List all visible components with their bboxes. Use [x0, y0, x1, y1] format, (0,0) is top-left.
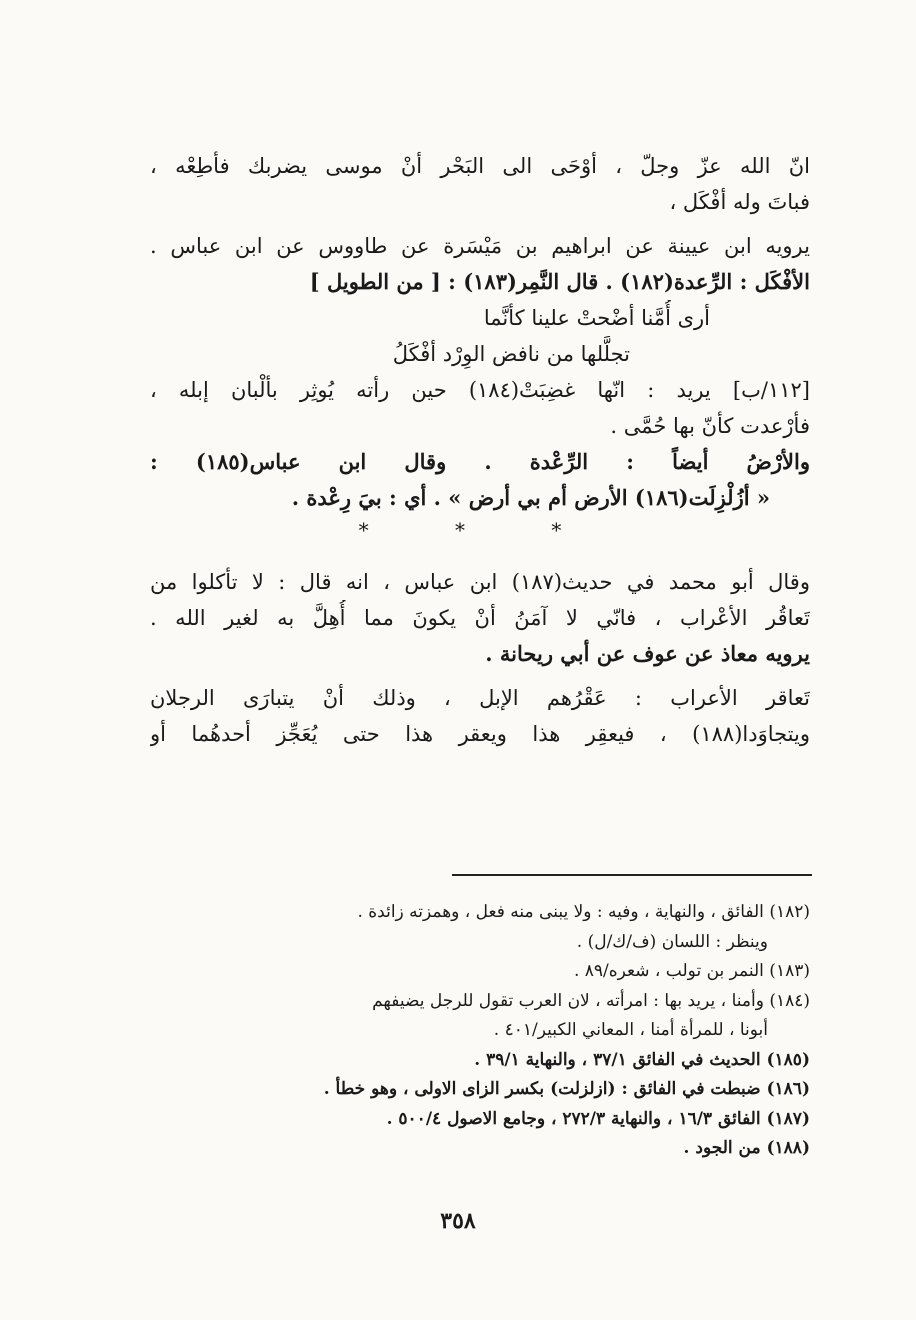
footnote: (١٨٧) الفائق ١٦/٣ ، والنهاية ٢٧٢/٣ ، وجامع الاصول ٥٠٠/٤ .: [386, 1108, 810, 1129]
text-line: وقال أبو محمد في حديث(١٨٧) ابن عباس ، انه قال : لا تأكلوا من: [150, 570, 810, 594]
text-line: فباتَ وله أفْكَل ،: [669, 190, 810, 214]
footnote: (١٨٢) الفائق ، والنهاية ، وفيه : ولا يبنى منه فعل ، وهمزته زائدة .: [357, 902, 810, 922]
verse-line: أرى أُمَّنا أضْحتْ علينا كأنَّما: [483, 306, 710, 330]
text-line: [١١٢/ب] يريد : انّها غضِبَتْ(١٨٤) حين رأته يُوثِر بألْبان إبله ،: [150, 378, 810, 402]
text-line: ويتجاوَدا(١٨٨) ، فيعقِر هذا ويعقر هذا حتى يُعَجِّز أحدهُما أو: [150, 722, 810, 746]
text-line: يرويه معاذ عن عوف عن أبي ريحانة .: [485, 641, 810, 666]
text-line: والأرْضُ أيضاً : الرِّعْدة . وقال ابن عباس(١٨٥) :: [150, 449, 810, 474]
footnote: (١٨٤) وأمنا ، يريد بها : امرأته ، لان العرب تقول للرجل يضيفهم: [372, 990, 810, 1011]
text-line: تَعاقر الأعراب : عَقْرُهم الإبل ، وذلك أنْ يتبارَى الرجلان: [150, 686, 810, 710]
footnote: (١٨٣) النمر بن تولب ، شعره/٨٩ .: [573, 961, 810, 981]
footnote: (١٨٨) من الجود .: [683, 1138, 810, 1158]
text-line: فأرْعدت كأنّ بها حُمَّى .: [610, 414, 810, 438]
text-line: يرويه ابن عيينة عن ابراهيم بن مَيْسَرة عن طاووس عن ابن عباس .: [150, 234, 810, 258]
footnote-separator: [452, 874, 812, 876]
footnote: (١٨٦) ضبطت في الفائق : (ازلزلت) بكسر الزاى الاولى ، وهو خطأ .: [323, 1079, 810, 1099]
footnotes: [150, 898, 810, 1164]
section-divider-stars: * * *: [358, 518, 602, 542]
text-line: الأفْكَل : الرِّعدة(١٨٢) . قال النَّمِر(١٨٣) : [ من الطويل ]: [309, 269, 810, 294]
page-number: ٣٥٨: [440, 1208, 476, 1234]
verse-line: تجلَّلها من نافض الوِرْد أفْكَلُ: [392, 342, 630, 366]
text-line: « أزُلْزِلَت(١٨٦) الأرض أم بي أرض » . أي : بيَ رِعْدة .: [291, 485, 770, 510]
footnote: وينظر : اللسان (ف/ك/ل) .: [576, 931, 768, 952]
main-text: [150, 148, 810, 752]
text-line: تَعاقُر الأعْراب ، فانّي لا آمَنُ أنْ يكونَ مما أُهِلَّ به لغير الله .: [150, 606, 810, 630]
text-line: انّ الله عزّ وجلّ ، أوْحَى الى البَحْر أنْ موسى يضربك فأطِعْه ،: [150, 154, 810, 178]
footnote: (١٨٥) الحديث في الفائق ٣٧/١ ، والنهاية ٣٩/١ .: [474, 1049, 810, 1070]
footnote: أبونا ، للمرأة أمنا ، المعاني الكبير/٤٠١ .: [493, 1020, 768, 1040]
